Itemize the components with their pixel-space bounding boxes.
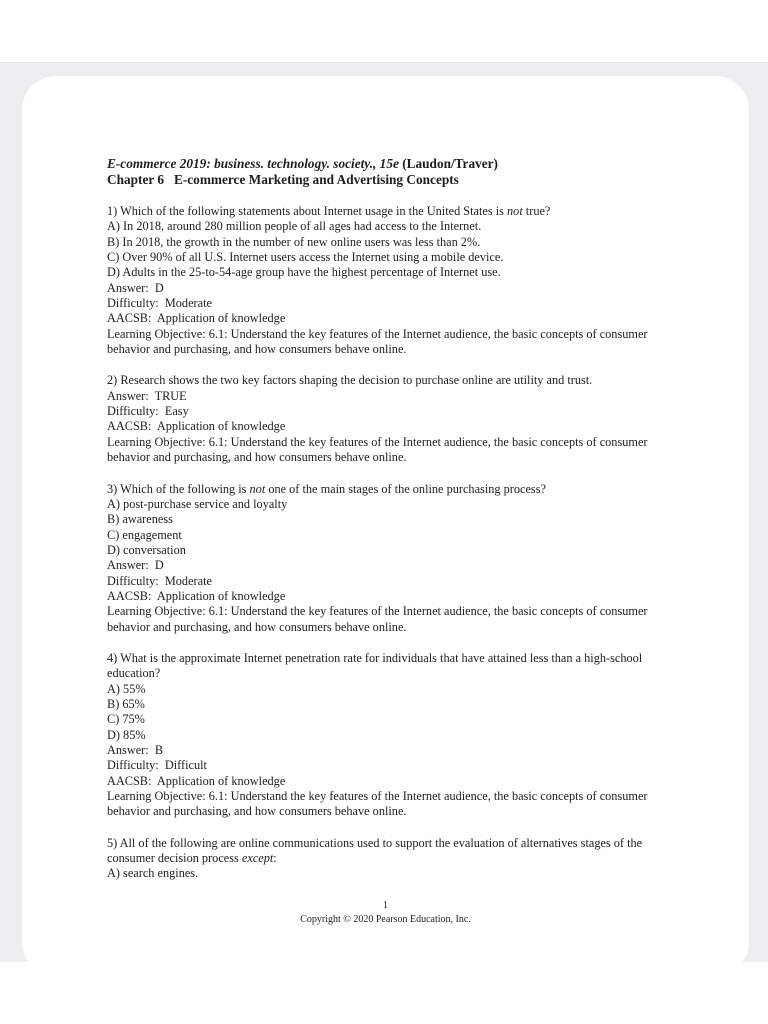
question-5 <box>107 836 667 882</box>
difficulty: Difficulty: Moderate <box>107 573 212 588</box>
answer-option: B) awareness <box>107 512 173 527</box>
question-stem: 5) All of the following are online communications used to support the evaluation of alternatives stages of the consumer decision process except: <box>107 835 643 866</box>
emphasis-text: not <box>507 204 523 218</box>
document-header <box>107 156 498 188</box>
answer-option: C) 75% <box>107 712 145 727</box>
question-stem: 4) What is the approximate Internet penetration rate for individuals that have attained less than a high-school education? <box>107 650 643 681</box>
page-footer <box>22 899 749 927</box>
page-number: 1 <box>383 900 388 911</box>
answer-option: D) 85% <box>107 727 146 742</box>
answer-key: Answer: D <box>107 280 164 295</box>
difficulty: Difficulty: Moderate <box>107 296 212 311</box>
learning-objective: Learning Objective: 6.1: Understand the key features of the Internet audience, the basic concepts of consumer behavior and purchasing, and how consumers behave online. <box>107 789 648 819</box>
emphasis-text: except <box>241 851 274 866</box>
book-title-line <box>107 156 498 172</box>
answer-option: A) 55% <box>107 681 146 696</box>
answer-option: D) conversation <box>107 542 186 557</box>
book-authors: (Laudon/Traver) <box>402 156 498 171</box>
answer-option: A) post-purchase service and loyalty <box>107 496 288 511</box>
question-list <box>107 204 667 898</box>
answer-option: B) 65% <box>107 696 145 711</box>
book-title: E-commerce 2019: business. technology. society., 15e <box>107 156 399 171</box>
chapter-title: Chapter 6 E-commerce Marketing and Advertising Concepts <box>107 172 459 187</box>
aacsb: AACSB: Application of knowledge <box>107 773 286 788</box>
question-4 <box>107 651 667 820</box>
answer-option: C) engagement <box>107 527 182 542</box>
answer-option: B) In 2018, the growth in the number of new online users was less than 2%. <box>107 234 481 249</box>
difficulty: Difficulty: Easy <box>107 404 189 419</box>
question-stem: 1) Which of the following statements about Internet usage in the United States is not true? <box>107 204 551 218</box>
question-3 <box>107 482 667 635</box>
question-stem: 2) Research shows the two key factors shaping the decision to purchase online are utility and trust. <box>107 373 593 388</box>
learning-objective: Learning Objective: 6.1: Understand the key features of the Internet audience, the basic concepts of consumer behavior and purchasing, and how consumers behave online. <box>107 326 648 357</box>
difficulty: Difficulty: Difficult <box>107 758 207 773</box>
document-page <box>22 76 749 976</box>
question-2 <box>107 373 667 465</box>
answer-key: Answer: B <box>107 743 164 757</box>
answer-option: D) Adults in the 25-to-54-age group have the highest percentage of Internet use. <box>107 265 501 280</box>
question-stem: 3) Which of the following is not one of the main stages of the online purchasing process? <box>107 481 546 496</box>
aacsb: AACSB: Application of knowledge <box>107 419 286 434</box>
aacsb: AACSB: Application of knowledge <box>107 588 286 603</box>
answer-option: A) search engines. <box>107 866 199 881</box>
emphasis-text: not <box>249 481 266 496</box>
answer-option: C) Over 90% of all U.S. Internet users access the Internet using a mobile device. <box>107 250 504 265</box>
learning-objective: Learning Objective: 6.1: Understand the key features of the Internet audience, the basic concepts of consumer behavior and purchasing, and how consumers behave online. <box>107 604 648 634</box>
answer-key: Answer: TRUE <box>107 388 187 403</box>
question-1 <box>107 204 667 357</box>
copyright-notice: Copyright © 2020 Pearson Education, Inc. <box>300 914 471 925</box>
top-bar <box>0 0 768 63</box>
answer-option: A) In 2018, around 280 million people of all ages had access to the Internet. <box>107 219 482 234</box>
answer-key: Answer: D <box>107 558 164 573</box>
learning-objective: Learning Objective: 6.1: Understand the key features of the Internet audience, the basic concepts of consumer behavior and purchasing, and how consumers behave online. <box>107 434 648 465</box>
aacsb: AACSB: Application of knowledge <box>107 311 286 326</box>
